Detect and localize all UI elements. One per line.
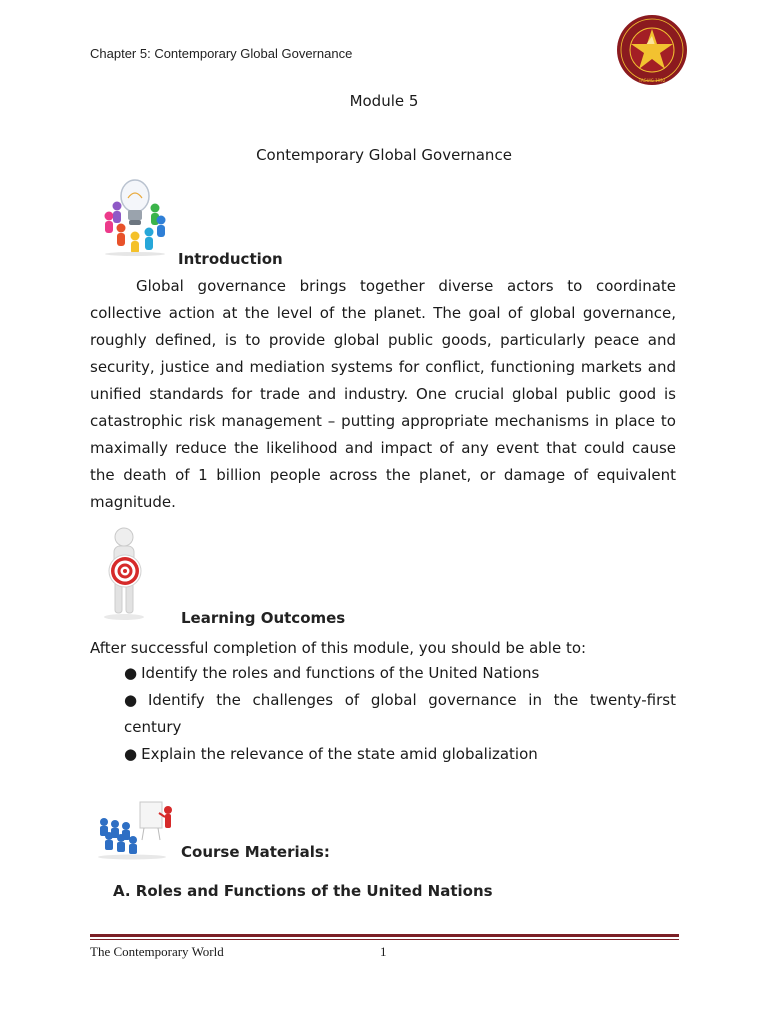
subsection-heading: A. Roles and Functions of the United Nations <box>113 882 493 900</box>
university-seal-icon <box>616 14 688 86</box>
list-item <box>124 741 676 768</box>
running-header: Chapter 5: Contemporary Global Governance <box>90 46 353 61</box>
document-title: Contemporary Global Governance <box>256 146 512 164</box>
lightbulb-people-icon <box>95 176 173 256</box>
introduction-paragraph: Global governance brings together diverse actors to coordinate collective action at the level of the planet. The goal of global governance, roughly defined, is to provide global public goods, particularly peace and security, justice and mediation systems for conflict, functioning markets and unified standards for trade and industry. One crucial global public good is catastrophic risk management – putting appropriate mechanisms in place to maximally reduce the likelihood and impact of any event that could cause the death of 1 billion people across the planet, or damage of equivalent magnitude. <box>90 277 676 511</box>
footer-rule-thick <box>90 934 679 937</box>
classroom-presentation-icon <box>96 800 178 860</box>
bullet-icon: ● <box>124 664 138 682</box>
page-number: 1 <box>380 944 387 959</box>
list-item <box>124 687 676 741</box>
seal-bottom-text: TAGUIG 1992 <box>638 78 666 83</box>
footer-title: The Contemporary World <box>90 944 224 959</box>
bullet-icon: ● <box>124 691 144 709</box>
introduction-heading: Introduction <box>178 250 283 268</box>
learning-outcomes-intro: After successful completion of this module, you should be able to: <box>90 639 587 657</box>
bullet-icon: ● <box>124 745 138 763</box>
footer-rule-thin <box>90 939 679 940</box>
learning-outcomes-list <box>124 660 676 768</box>
target-person-icon <box>98 527 160 625</box>
list-item-text: Identify the challenges of global governance in the twenty-first century <box>124 691 676 736</box>
module-label: Module 5 <box>349 92 419 110</box>
course-materials-heading: Course Materials: <box>181 843 330 861</box>
list-item-text: Identify the roles and functions of the United Nations <box>141 664 540 682</box>
list-item <box>124 660 676 687</box>
learning-outcomes-heading: Learning Outcomes <box>181 609 346 627</box>
list-item-text: Explain the relevance of the state amid globalization <box>141 745 538 763</box>
